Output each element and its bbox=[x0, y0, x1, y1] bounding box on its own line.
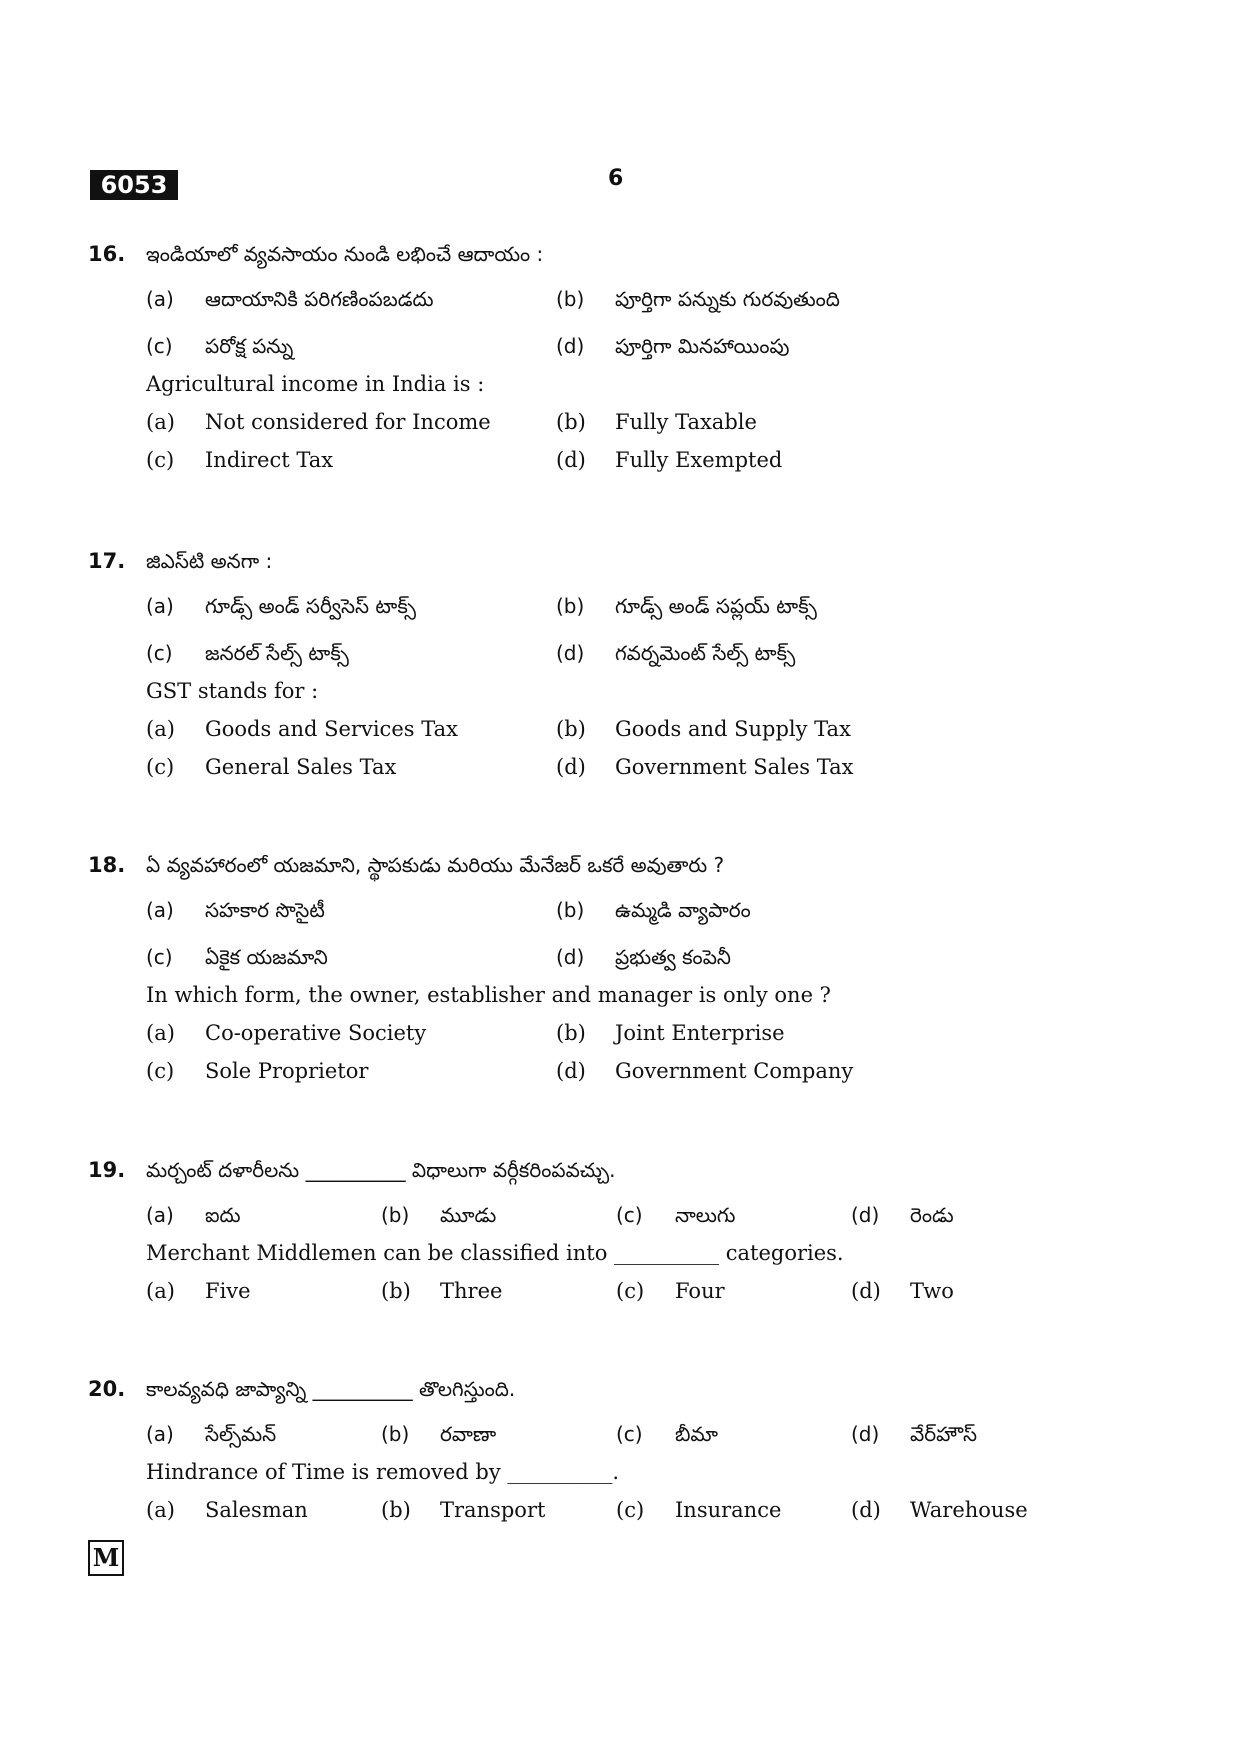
option-label: (a) bbox=[146, 1422, 174, 1446]
option-b-te: మూడు bbox=[440, 1203, 497, 1227]
question-text-te: జిఎస్‌టి అనగా : bbox=[146, 549, 273, 573]
option-label: (d) bbox=[556, 641, 585, 665]
option-b-en: Three bbox=[440, 1279, 503, 1303]
question-text-en: GST stands for : bbox=[146, 679, 319, 703]
option-label: (b) bbox=[381, 1203, 410, 1227]
question-number: 18. bbox=[88, 853, 126, 877]
option-label: (b) bbox=[556, 594, 585, 618]
option-b-te: గూడ్స్ అండ్ సప్లయ్ టాక్స్ bbox=[615, 594, 817, 618]
question-text-en: In which form, the owner, establisher and manager is only one ? bbox=[146, 983, 831, 1007]
option-label: (c) bbox=[616, 1279, 645, 1303]
question-text-en: Merchant Middlemen can be classified into __________ categories. bbox=[146, 1241, 844, 1265]
question-number: 20. bbox=[88, 1377, 126, 1401]
paper-code-badge: 6053 bbox=[90, 170, 178, 200]
option-label: (a) bbox=[146, 1021, 175, 1045]
option-a-te: సేల్స్‌మన్ bbox=[205, 1422, 277, 1446]
option-c-en: Four bbox=[675, 1279, 725, 1303]
option-d-te: గవర్నమెంట్ సేల్స్ టాక్స్ bbox=[615, 641, 796, 665]
option-b-en: Joint Enterprise bbox=[615, 1021, 785, 1045]
option-label: (c) bbox=[146, 448, 175, 472]
question-number: 19. bbox=[88, 1158, 126, 1182]
option-a-en: Five bbox=[205, 1279, 251, 1303]
option-label: (d) bbox=[851, 1203, 880, 1227]
footer-mark: M bbox=[88, 1540, 124, 1576]
option-c-te: జనరల్ సేల్స్ టాక్స్ bbox=[205, 641, 349, 665]
option-label: (b) bbox=[381, 1498, 411, 1522]
option-label: (c) bbox=[616, 1498, 645, 1522]
option-d-te: ప్రభుత్వ కంపెనీ bbox=[615, 945, 731, 969]
option-d-en: Warehouse bbox=[910, 1498, 1028, 1522]
question-17 bbox=[88, 544, 1148, 786]
option-label: (a) bbox=[146, 594, 174, 618]
option-d-en: Two bbox=[910, 1279, 954, 1303]
option-label: (b) bbox=[556, 1021, 586, 1045]
option-c-en: Insurance bbox=[675, 1498, 782, 1522]
question-number: 16. bbox=[88, 242, 126, 266]
option-a-en: Not considered for Income bbox=[205, 410, 491, 434]
option-label: (d) bbox=[851, 1498, 881, 1522]
option-a-te: ఆదాయానికి పరిగణింపబడదు bbox=[205, 287, 434, 311]
question-16 bbox=[88, 237, 1148, 479]
question-text-te: కాలవ్యవధి జాప్యాన్ని __________ తొలగిస్తుంది. bbox=[146, 1377, 516, 1401]
option-label: (c) bbox=[146, 945, 173, 969]
option-label: (d) bbox=[851, 1279, 881, 1303]
option-c-te: నాలుగు bbox=[675, 1203, 736, 1227]
option-a-en: Co-operative Society bbox=[205, 1021, 427, 1045]
option-d-te: వేర్‌హౌస్ bbox=[910, 1422, 978, 1446]
option-d-en: Fully Exempted bbox=[615, 448, 783, 472]
option-c-te: బీమా bbox=[675, 1422, 718, 1446]
option-label: (a) bbox=[146, 1279, 175, 1303]
option-d-te: పూర్తిగా మినహాయింపు bbox=[615, 334, 790, 358]
option-label: (b) bbox=[381, 1422, 410, 1446]
option-c-en: Sole Proprietor bbox=[205, 1059, 369, 1083]
question-text-en: Hindrance of Time is removed by __________. bbox=[146, 1460, 620, 1484]
option-b-te: పూర్తిగా పన్నుకు గురవుతుంది bbox=[615, 287, 840, 311]
option-label: (d) bbox=[556, 448, 586, 472]
option-label: (a) bbox=[146, 1498, 175, 1522]
page-number: 6 bbox=[608, 166, 624, 191]
question-text-en: Agricultural income in India is : bbox=[146, 372, 485, 396]
option-label: (d) bbox=[556, 1059, 586, 1083]
option-label: (d) bbox=[556, 334, 585, 358]
option-label: (c) bbox=[616, 1203, 643, 1227]
option-b-te: రవాణా bbox=[440, 1422, 497, 1446]
option-c-te: పరోక్ష పన్ను bbox=[205, 334, 294, 358]
option-label: (b) bbox=[556, 717, 586, 741]
option-label: (a) bbox=[146, 410, 175, 434]
option-a-en: Salesman bbox=[205, 1498, 308, 1522]
option-d-en: Government Sales Tax bbox=[615, 755, 854, 779]
option-label: (a) bbox=[146, 717, 175, 741]
option-a-te: సహకార సొసైటీ bbox=[205, 898, 325, 922]
option-label: (c) bbox=[146, 1059, 175, 1083]
option-label: (d) bbox=[851, 1422, 880, 1446]
option-c-en: Indirect Tax bbox=[205, 448, 334, 472]
option-c-te: ఏకైక యజమాని bbox=[205, 945, 328, 969]
question-text-te: ఇండియాలో వ్యవసాయం నుండి లభించే ఆదాయం : bbox=[146, 242, 544, 266]
option-b-en: Fully Taxable bbox=[615, 410, 757, 434]
question-number: 17. bbox=[88, 549, 126, 573]
question-text-te: ఏ వ్యవహారంలో యజమాని, స్థాపకుడు మరియు మేనేజర్ ఒకరే అవుతారు ? bbox=[146, 853, 725, 877]
option-d-en: Government Company bbox=[615, 1059, 854, 1083]
question-19 bbox=[88, 1153, 1148, 1310]
question-20 bbox=[88, 1372, 1148, 1529]
option-label: (b) bbox=[381, 1279, 411, 1303]
option-b-en: Transport bbox=[440, 1498, 546, 1522]
option-d-te: రెండు bbox=[910, 1203, 954, 1227]
option-a-en: Goods and Services Tax bbox=[205, 717, 458, 741]
question-18 bbox=[88, 848, 1148, 1090]
option-label: (c) bbox=[146, 641, 173, 665]
option-a-te: ఐదు bbox=[205, 1203, 241, 1227]
option-label: (c) bbox=[146, 334, 173, 358]
option-b-te: ఉమ్మడి వ్యాపారం bbox=[615, 898, 751, 922]
option-b-en: Goods and Supply Tax bbox=[615, 717, 851, 741]
option-label: (b) bbox=[556, 898, 585, 922]
option-a-te: గూడ్స్ అండ్ సర్వీసెస్ టాక్స్ bbox=[205, 594, 416, 618]
option-label: (a) bbox=[146, 287, 174, 311]
option-label: (d) bbox=[556, 945, 585, 969]
option-label: (b) bbox=[556, 410, 586, 434]
option-label: (b) bbox=[556, 287, 585, 311]
question-text-te: మర్చంట్ దళారీలను __________ విధాలుగా వర్గీకరింపవచ్చు. bbox=[146, 1158, 616, 1182]
option-label: (a) bbox=[146, 1203, 174, 1227]
option-label: (d) bbox=[556, 755, 586, 779]
option-label: (c) bbox=[616, 1422, 643, 1446]
option-label: (c) bbox=[146, 755, 175, 779]
option-c-en: General Sales Tax bbox=[205, 755, 397, 779]
option-label: (a) bbox=[146, 898, 174, 922]
